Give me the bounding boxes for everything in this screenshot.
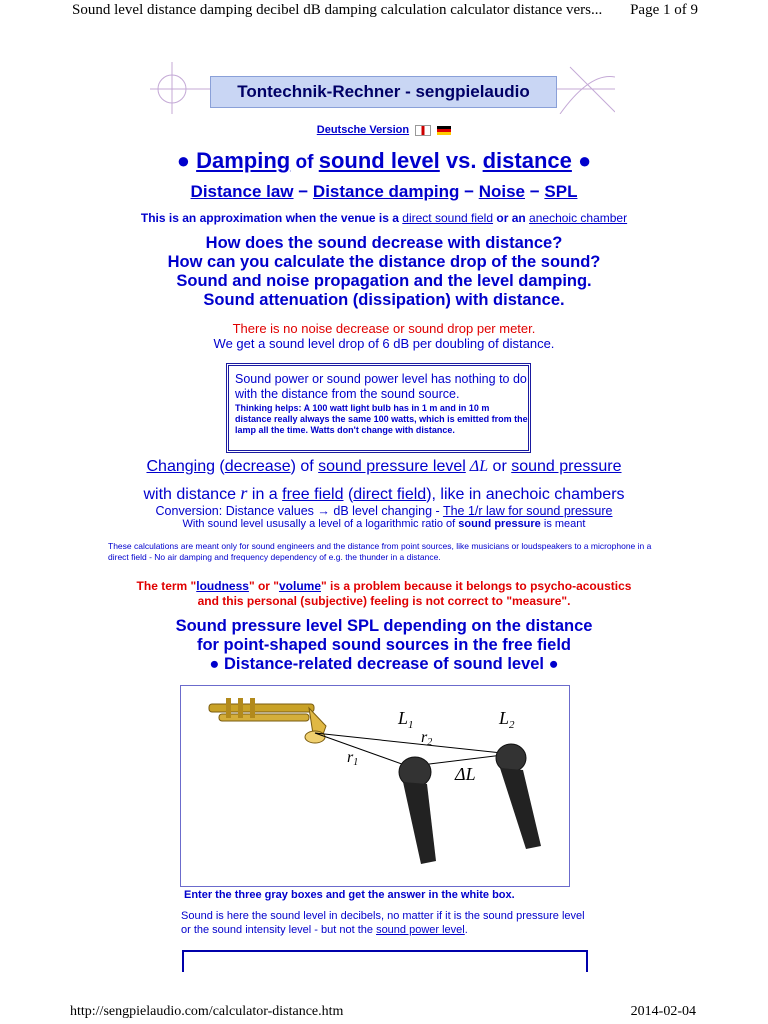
- changing-link[interactable]: Changing: [146, 458, 215, 475]
- l2-sub: 2: [509, 719, 515, 731]
- microphone-2-icon: [496, 744, 541, 849]
- german-flag-icon[interactable]: [437, 126, 451, 135]
- text: The term ": [136, 579, 197, 593]
- delta-l-symbol: ΔL: [465, 458, 489, 475]
- text: or an: [493, 211, 530, 225]
- svg-text:r2: [421, 729, 432, 748]
- sound-pressure-link[interactable]: sound pressure: [511, 458, 622, 475]
- bold-text: sound pressure: [458, 518, 541, 530]
- distance-link[interactable]: distance: [482, 148, 572, 173]
- title-text: vs.: [439, 148, 483, 173]
- noise-link[interactable]: Noise: [478, 182, 526, 201]
- microphone-1-icon: [399, 757, 436, 864]
- deutsche-version-link[interactable]: Deutsche Version: [316, 124, 410, 136]
- 1-r-law-link[interactable]: The 1/r law for sound pressure: [442, 504, 613, 518]
- question: Sound and noise propagation and the level damping.: [176, 272, 592, 290]
- text: ) of: [290, 458, 319, 475]
- r2-sub: 2: [427, 737, 433, 748]
- trumpet-icon: [209, 698, 326, 743]
- svg-text:L2: [498, 708, 515, 731]
- spl-link[interactable]: SPL: [544, 182, 578, 201]
- text: with distance: [143, 486, 241, 503]
- question: How can you calculate the distance drop of the sound?: [167, 253, 601, 271]
- sound-definition: [181, 909, 591, 937]
- subtitle-links: [0, 182, 768, 202]
- loudness-note: [130, 579, 638, 609]
- banner-title: Tontechnik-Rechner - sengpielaudio: [237, 82, 530, 101]
- page-url: http://sengpielaudio.com/calculator-distance.htm: [70, 1004, 344, 1019]
- heading-line: ● Distance-related decrease of sound level ●: [209, 655, 559, 673]
- questions: [0, 234, 768, 310]
- l1-label: L: [398, 708, 409, 728]
- text: .: [464, 924, 468, 936]
- text: or: [488, 458, 512, 475]
- r1-label: r: [347, 749, 354, 766]
- l2-label: L: [499, 708, 510, 728]
- print-header: [0, 0, 768, 22]
- anechoic-chamber-link[interactable]: anechoic chamber: [529, 211, 628, 225]
- conversion-line: [0, 504, 768, 518]
- print-title: Sound level distance damping decibel dB damping calculation calculator distance vers...: [72, 2, 603, 18]
- calculation-note: These calculations are meant only for sound engineers and the distance from point sources, like musicians or loudspeakers to a microphone in a direct field - No air damping and frequency dependency of e.g. the thunder in a distance.: [108, 541, 652, 562]
- page-number: Page 1 of 9: [630, 2, 698, 18]
- site-banner[interactable]: [150, 62, 615, 114]
- text: This is an approximation when the venue is a: [140, 211, 403, 225]
- r-symbol: r: [240, 483, 248, 503]
- changing-heading-2: [0, 483, 768, 504]
- volume-link[interactable]: volume: [278, 579, 321, 593]
- text: in a: [247, 486, 283, 503]
- question: How does the sound decrease with distance?: [205, 234, 563, 252]
- banner-box: [210, 76, 557, 108]
- l1-sub: 1: [408, 719, 414, 731]
- page-title: [0, 148, 768, 174]
- text: " is a problem because it belongs to psycho-acoustics and this personal (subjective) feeling is not correct to "measure".: [197, 579, 632, 608]
- sound-power-level-link[interactable]: sound power level: [376, 924, 465, 936]
- separator: −: [459, 182, 479, 201]
- red-note: There is no noise decrease or sound drop per meter.: [232, 321, 536, 336]
- r1-sub: 1: [353, 757, 359, 768]
- text: With sound level ususally a level of a logarithmic ratio of: [182, 518, 459, 530]
- text: (: [214, 458, 225, 475]
- text: Conversion: Distance values → dB level changing -: [155, 504, 443, 518]
- approximation-note: [0, 211, 768, 225]
- separator: −: [525, 182, 545, 201]
- box-main-text: Sound power or sound power level has nothing to do with the distance from the sound source.: [235, 372, 527, 401]
- svg-text:L1: [397, 708, 414, 731]
- text: is meant: [540, 518, 586, 530]
- sound-power-box: [226, 363, 531, 453]
- decrease-link[interactable]: decrease: [224, 458, 291, 475]
- svg-text:r1: [347, 749, 358, 768]
- question: Sound attenuation (dissipation) with distance.: [203, 291, 565, 309]
- sound-pressure-level-link[interactable]: sound pressure level: [318, 458, 466, 475]
- free-field-link[interactable]: free field: [282, 486, 344, 503]
- title-text: of: [290, 152, 319, 173]
- uk-flag-icon[interactable]: [415, 125, 431, 136]
- instruction-text: Enter the three gray boxes and get the answer in the white box.: [184, 889, 515, 901]
- distance-law-link[interactable]: Distance law: [190, 182, 294, 201]
- separator: −: [293, 182, 313, 201]
- delta-l-label: ΔL: [455, 764, 476, 784]
- text: (: [343, 486, 354, 503]
- text: ), like in anechoic chambers: [426, 486, 625, 503]
- language-switch: [0, 124, 768, 136]
- text: Sound is here the sound level in decibels, no matter if it is the sound pressure level or the sound intensity level - but not the: [181, 910, 585, 936]
- damping-link[interactable]: Damping: [196, 148, 291, 173]
- r2-label: r: [421, 729, 428, 746]
- bullet: ●: [176, 148, 190, 173]
- heading-line: Sound pressure level SPL depending on the distance: [175, 617, 593, 635]
- blue-note: We get a sound level drop of 6 dB per doubling of distance.: [213, 336, 555, 351]
- distance-damping-link[interactable]: Distance damping: [312, 182, 460, 201]
- trumpet-microphone-diagram: [180, 685, 570, 887]
- diagram-svg: [181, 686, 569, 886]
- bullet: ●: [571, 148, 592, 173]
- direct-sound-field-link[interactable]: direct sound field: [402, 211, 494, 225]
- section-heading: [0, 617, 768, 674]
- direct-field-link[interactable]: direct field: [353, 486, 427, 503]
- heading-line: for point-shaped sound sources in the free field: [196, 636, 572, 654]
- text: " or ": [248, 579, 279, 593]
- loudness-link[interactable]: loudness: [196, 579, 249, 593]
- sound-level-note: [0, 518, 768, 530]
- changing-heading: [0, 458, 768, 476]
- calculator-box: [182, 950, 588, 972]
- sound-level-link[interactable]: sound level: [318, 148, 440, 173]
- box-sub-text: Thinking helps: A 100 watt light bulb has in 1 m and in 10 m distance really always the same 100 watts, which is emitted from the lamp all the time. Watts don't change with distance.: [235, 403, 528, 435]
- print-date: 2014-02-04: [630, 1004, 696, 1019]
